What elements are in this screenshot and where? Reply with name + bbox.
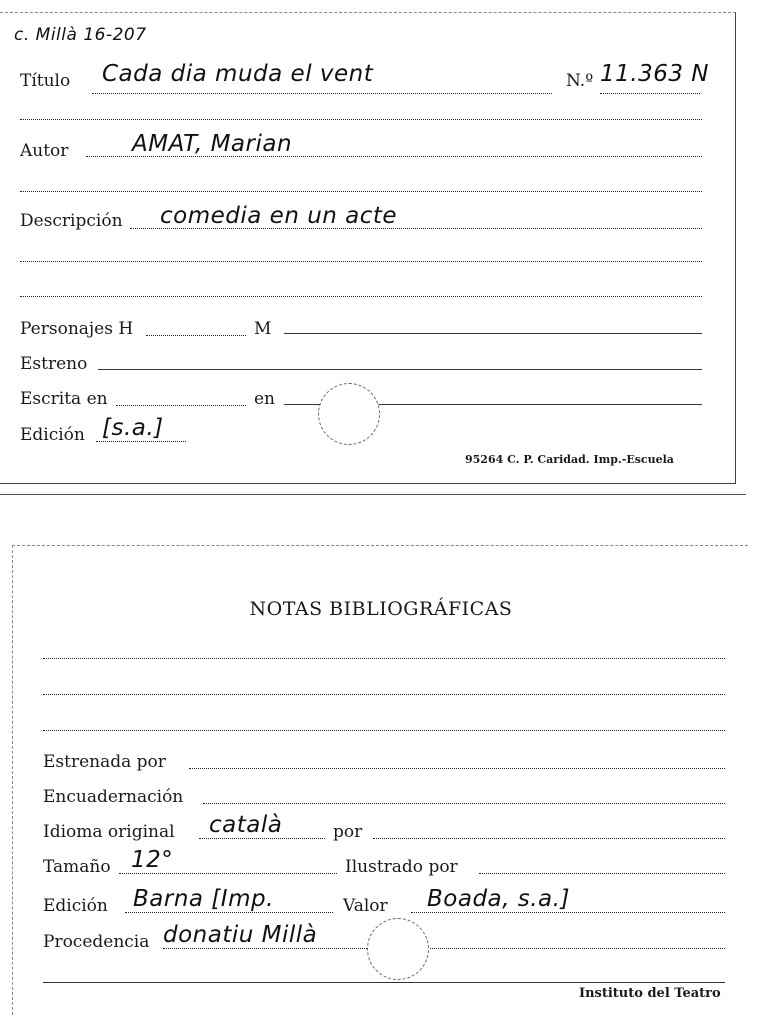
edicion-back-value: Barna [Imp. bbox=[133, 886, 274, 912]
catalog-card-back bbox=[12, 545, 748, 1015]
tamano-value: 12° bbox=[131, 847, 174, 873]
estreno-line bbox=[98, 369, 702, 370]
punch-hole bbox=[318, 383, 380, 445]
escrita-line bbox=[116, 405, 246, 406]
catalog-card-front bbox=[0, 12, 736, 484]
valor-value: Boada, s.a.] bbox=[427, 886, 570, 912]
notas-line-3 bbox=[43, 730, 725, 731]
estreno-label: Estreno bbox=[20, 354, 88, 374]
idioma-line bbox=[199, 838, 325, 839]
encuadernacion-label: Encuadernación bbox=[43, 787, 184, 807]
descripcion-label: Descripción bbox=[20, 211, 123, 231]
titulo-continuation-line bbox=[20, 119, 702, 120]
idioma-por-line bbox=[373, 838, 725, 839]
card-separator-line bbox=[0, 494, 746, 495]
notas-heading: NOTAS BIBLIOGRÁFICAS bbox=[249, 598, 513, 620]
numero-value: 11.363 N bbox=[600, 61, 709, 87]
edicion-label: Edición bbox=[20, 425, 85, 445]
edicion-line bbox=[96, 441, 186, 442]
edicion-value: [s.a.] bbox=[102, 415, 164, 441]
estrenada-line bbox=[189, 768, 725, 769]
personajes-m-line bbox=[284, 333, 702, 334]
notas-line-1 bbox=[43, 658, 725, 659]
personajes-h-line bbox=[146, 335, 246, 336]
escrita-en-label: en bbox=[254, 389, 276, 409]
autor-continuation-line bbox=[20, 191, 702, 192]
descripcion-line-3 bbox=[20, 296, 702, 297]
idioma-por-label: por bbox=[333, 822, 363, 842]
ilustrado-line bbox=[479, 873, 725, 874]
idioma-value: català bbox=[209, 812, 283, 838]
descripcion-value: comedia en un acte bbox=[160, 203, 398, 229]
bottom-line bbox=[43, 982, 725, 983]
edicion-back-label: Edición bbox=[43, 896, 108, 916]
ilustrado-label: Ilustrado por bbox=[345, 857, 458, 877]
procedencia-label: Procedencia bbox=[43, 932, 150, 952]
tamano-label: Tamaño bbox=[43, 857, 111, 877]
idioma-label: Idioma original bbox=[43, 822, 175, 842]
titulo-line bbox=[92, 93, 552, 94]
institution-footer: Instituto del Teatro bbox=[579, 986, 721, 1001]
tamano-line bbox=[119, 873, 337, 874]
descripcion-line-2 bbox=[20, 261, 702, 262]
personajes-label: Personajes H bbox=[20, 319, 134, 339]
printer-note: 95264 C. P. Caridad. Imp.-Escuela bbox=[465, 453, 674, 466]
titulo-label: Título bbox=[20, 71, 71, 91]
edicion-back-line bbox=[125, 912, 333, 913]
valor-line bbox=[411, 912, 725, 913]
numero-line bbox=[600, 93, 700, 94]
autor-label: Autor bbox=[20, 141, 69, 161]
titulo-value: Cada dia muda el vent bbox=[102, 61, 374, 87]
escrita-label: Escrita en bbox=[20, 389, 108, 409]
autor-value: AMAT, Marian bbox=[132, 131, 293, 157]
procedencia-value: donatiu Millà bbox=[163, 922, 318, 948]
valor-label: Valor bbox=[343, 896, 388, 916]
encuadernacion-line bbox=[203, 803, 725, 804]
notas-line-2 bbox=[43, 694, 725, 695]
estrenada-label: Estrenada por bbox=[43, 752, 166, 772]
personajes-m-label: M bbox=[254, 319, 272, 339]
numero-label: N.º bbox=[566, 71, 594, 91]
procedencia-line bbox=[163, 948, 725, 949]
reference-note: c. Millà 16-207 bbox=[14, 25, 147, 45]
punch-hole bbox=[367, 918, 429, 980]
